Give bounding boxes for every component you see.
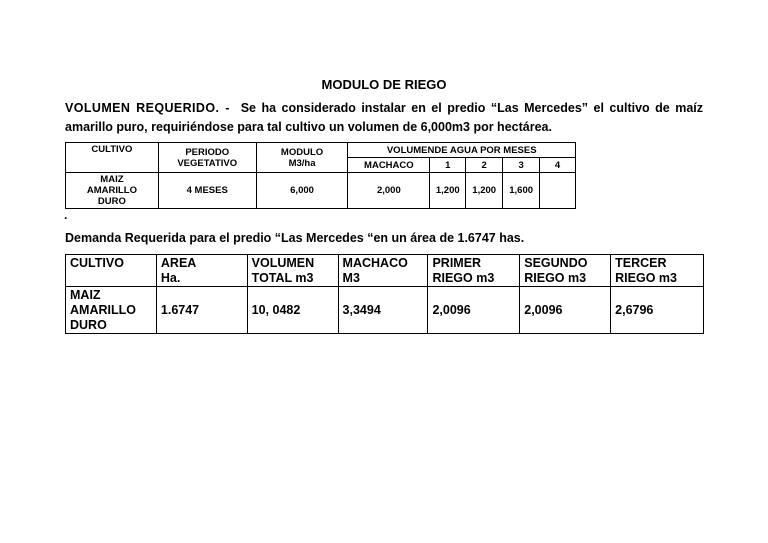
stray-dot: . (64, 208, 68, 222)
col-header-line1: PRIMER (432, 256, 482, 270)
cell-cultivo-line1: MAIZ (100, 174, 124, 185)
col-header (338, 255, 428, 287)
cell-month-1: 1,200 (430, 173, 466, 209)
col-header-line1: CULTIVO (70, 256, 124, 270)
col-header (611, 255, 704, 287)
cell-cultivo (66, 173, 159, 209)
col-header-cultivo: CULTIVO (66, 143, 159, 173)
col-header-modulo (256, 143, 348, 173)
col-header-line1: VOLUMEN (251, 256, 315, 270)
col-header-line1: AREA (160, 256, 197, 270)
cell-segundo-riego: 2,0096 (520, 287, 611, 334)
col-header-periodo-line1: PERIODO (185, 146, 230, 158)
cell-month-2: 1,200 (466, 173, 503, 209)
cell-cultivo-line3: DURO (97, 196, 126, 207)
col-header-line2: RIEGO m3 (524, 271, 587, 285)
col-header (247, 255, 338, 287)
table-header-row (66, 143, 576, 158)
col-header (156, 255, 247, 287)
cell-volumen: 10, 0482 (247, 287, 338, 334)
cell-primer-riego: 2,0096 (428, 287, 520, 334)
table-header-row (66, 255, 704, 287)
col-header-month-2: 2 (466, 158, 503, 173)
cell-modulo: 6,000 (256, 173, 348, 209)
cell-periodo: 4 MESES (158, 173, 256, 209)
col-header-line2: TOTAL m3 (251, 271, 314, 285)
cell-cultivo-line2: AMARILLO (70, 303, 136, 317)
col-header-line2: M3 (342, 271, 360, 285)
cell-cultivo (66, 287, 157, 334)
col-header-line2: RIEGO m3 (432, 271, 495, 285)
volume-paragraph (65, 99, 703, 137)
cell-machaco: 3,3494 (338, 287, 428, 334)
col-header (66, 255, 157, 287)
col-header-line2: Ha. (160, 271, 181, 285)
col-header-periodo-line2: VEGETATIVO (177, 157, 238, 169)
col-header-line1: TERCER (615, 256, 667, 270)
col-header-machaco: MACHACO (348, 158, 430, 173)
cell-tercer-riego: 2,6796 (611, 287, 704, 334)
col-header-line1: MACHACO (342, 256, 408, 270)
demand-text: Demanda Requerida para el predio “Las Mercedes “en un área de 1.6747 has. (65, 231, 525, 245)
cell-month-4 (540, 173, 576, 209)
col-header-periodo (158, 143, 256, 173)
col-header-volumen-group: VOLUMENDE AGUA POR MESES (348, 143, 576, 158)
cell-cultivo-line2: AMARILLO (86, 185, 137, 196)
cell-cultivo-line3: DURO (70, 318, 107, 332)
irrigation-module-table (65, 142, 576, 209)
col-header-month-1: 1 (430, 158, 466, 173)
cell-machaco: 2,000 (348, 173, 430, 209)
col-header-line1: SEGUNDO (524, 256, 588, 270)
document-title: MODULO DE RIEGO (321, 77, 447, 92)
col-header-modulo-line2: M3/ha (288, 157, 316, 169)
col-header (428, 255, 520, 287)
paragraph-text: Se ha considerado instalar en el predio “Las Mercedes” el cultivo de maíz amarillo puro, requiriéndose para tal cultivo un volumen de 6,000m3 por hectárea. (65, 101, 703, 134)
col-header-line2: RIEGO m3 (615, 271, 677, 285)
cell-cultivo-line1: MAIZ (70, 288, 101, 302)
cell-area: 1.6747 (156, 287, 247, 334)
col-header (520, 255, 611, 287)
cell-month-3: 1,600 (503, 173, 540, 209)
col-header-month-4: 4 (540, 158, 576, 173)
demand-table (65, 254, 704, 334)
paragraph-heading: VOLUMEN REQUERIDO. - (65, 101, 230, 115)
table-row (66, 173, 576, 209)
table-row (66, 287, 704, 334)
col-header-month-3: 3 (503, 158, 540, 173)
col-header-modulo-line1: MODULO (280, 146, 324, 158)
